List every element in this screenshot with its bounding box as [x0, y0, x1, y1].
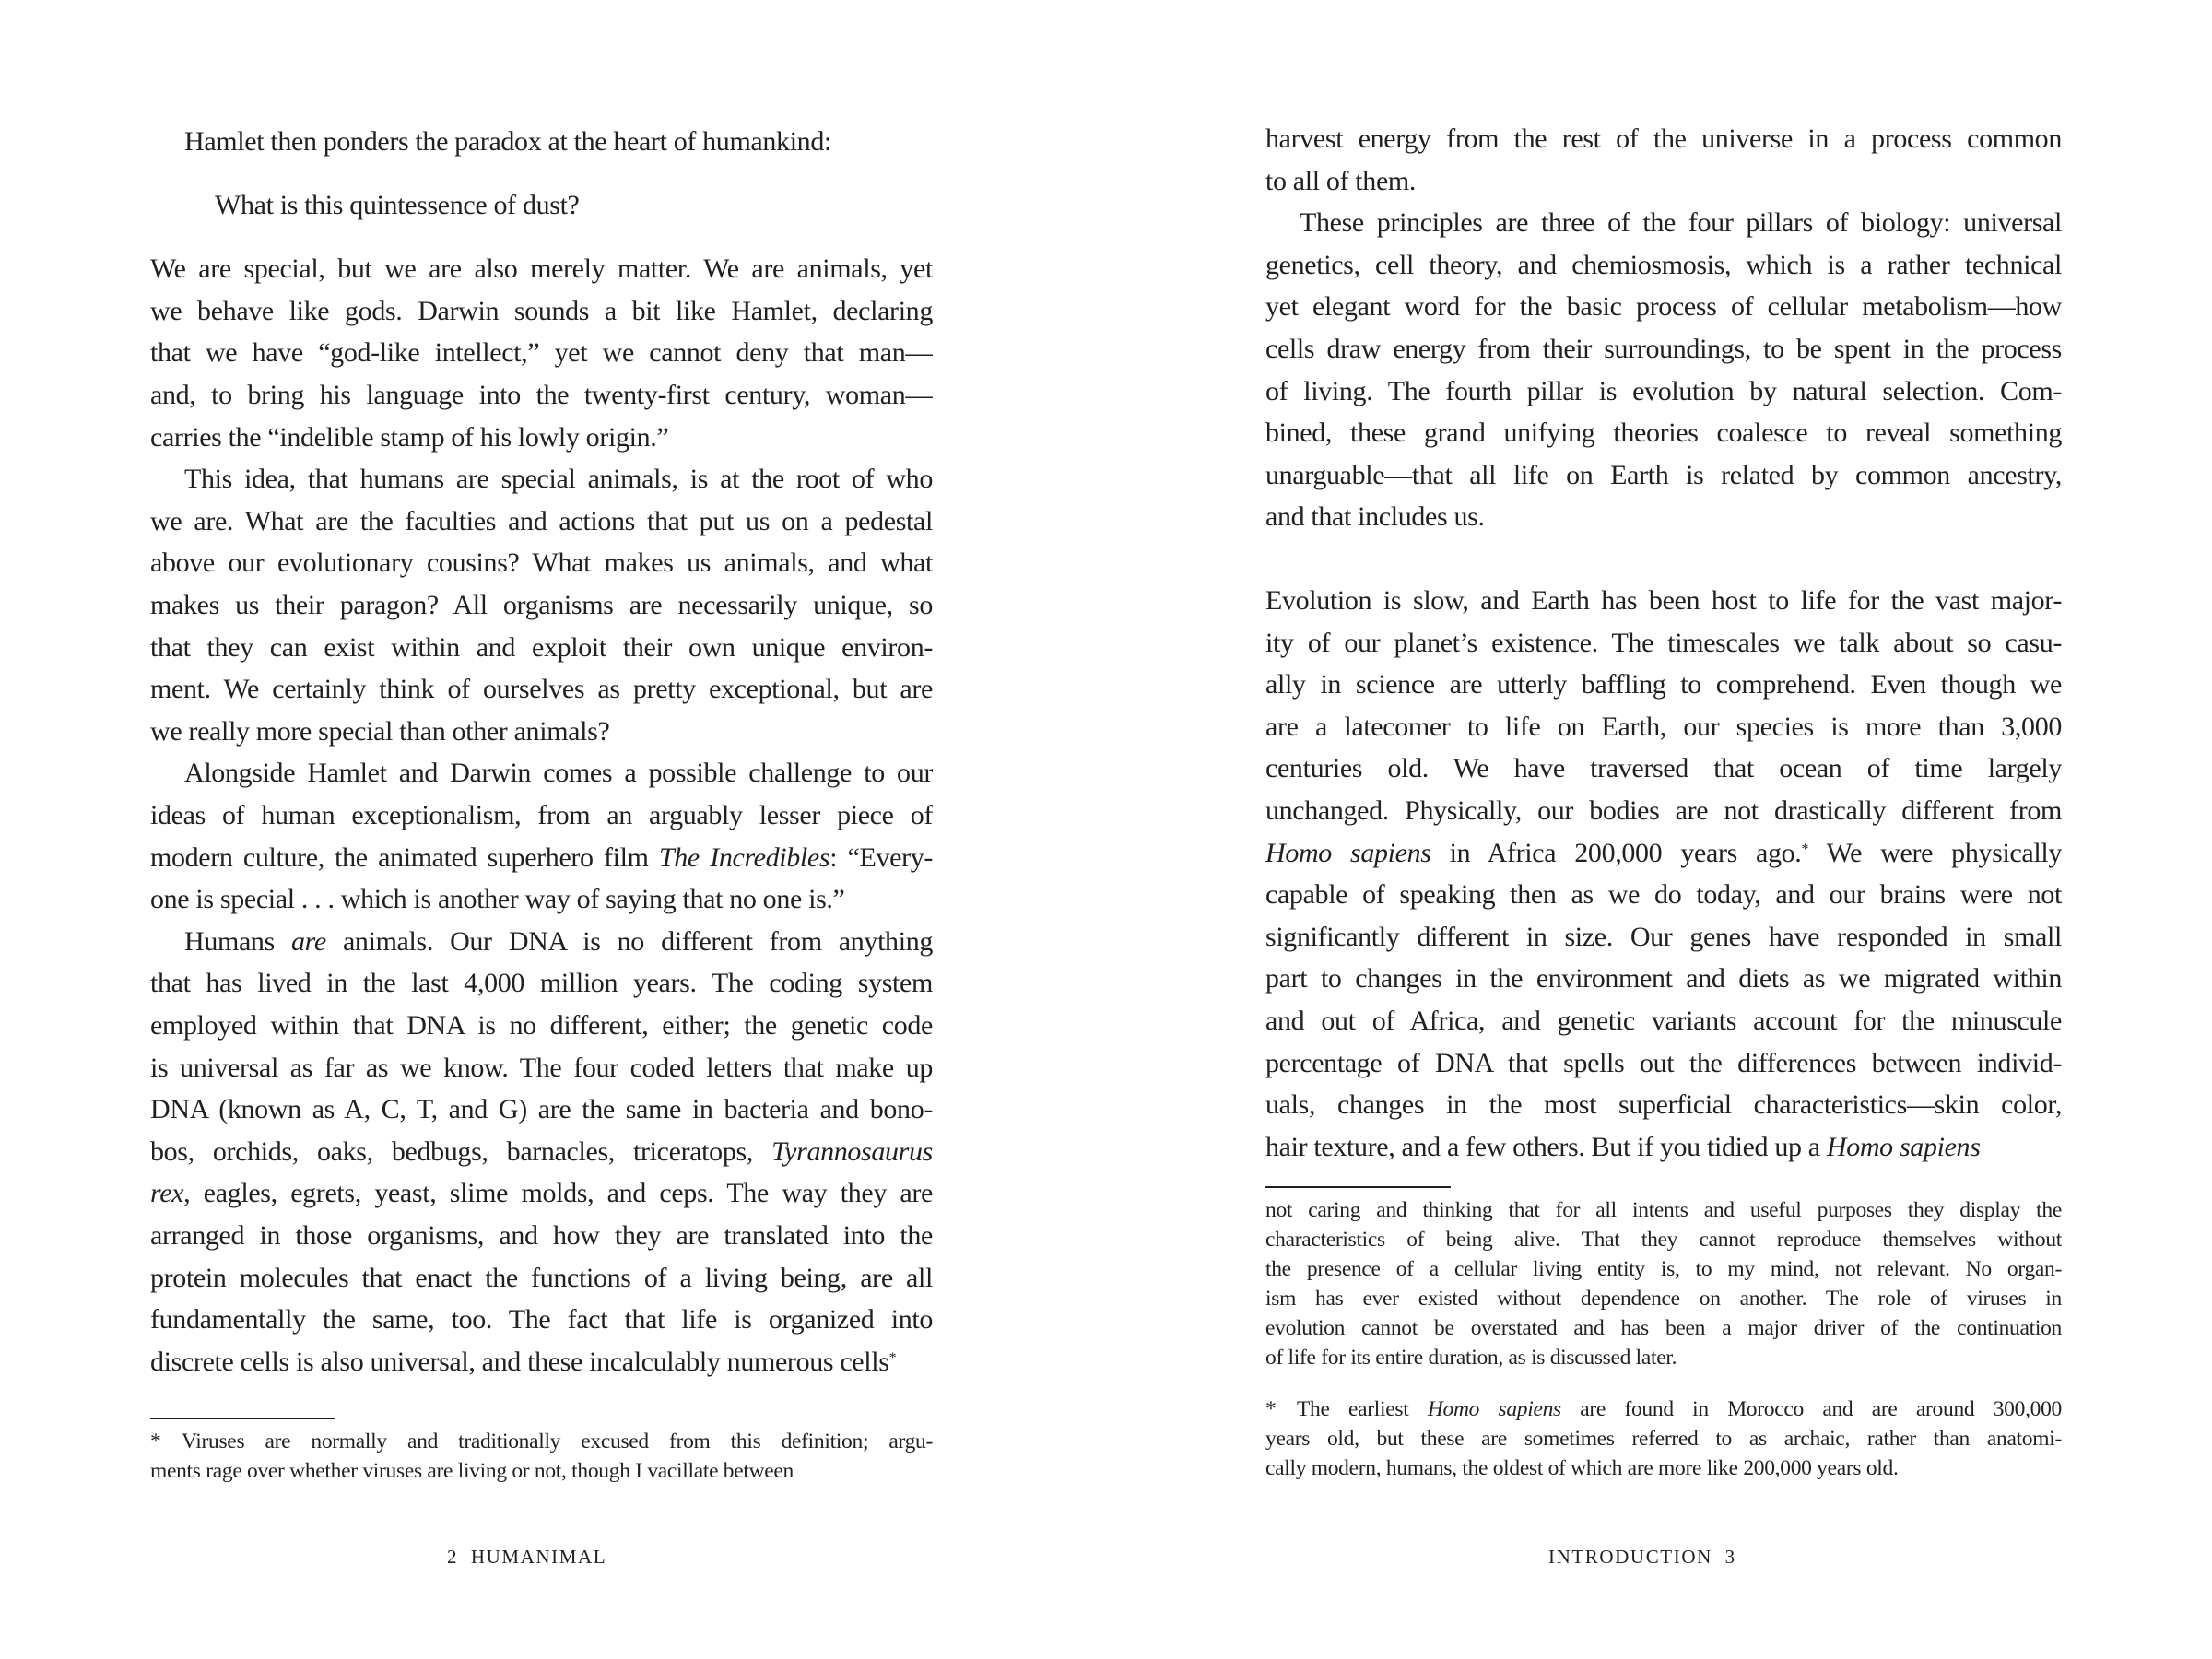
paragraph-line: fundamentally the same, too. The fact that life is organized into [150, 1306, 933, 1335]
paragraph-line: and out of Africa, and genetic variants account for the minuscule [1265, 1007, 2062, 1036]
paragraph-line: to all of them. [1265, 165, 1417, 196]
footnote-rule [150, 1418, 335, 1419]
footnote-line: of life for its entire duration, as is discussed later. [1265, 1346, 1677, 1370]
footnote-rule [1265, 1186, 1451, 1188]
paragraph-line: capable of speaking then as we do today, and our brains were not [1265, 881, 2062, 911]
paragraph-line: ideas of human exceptionalism, from an arguably lesser piece of [150, 802, 933, 830]
footnote-marker: * [1265, 1397, 1277, 1421]
paragraph-line: This idea, that humans are special animals, is at the root of who [184, 465, 933, 495]
paragraph-line: unchanged. Physically, our bodies are not drastically different from [1265, 797, 2062, 826]
paragraph-line: ally in science are utterly baffling to comprehend. Even though we [1265, 671, 2062, 700]
paragraph-line: Evolution is slow, and Earth has been host to life for the vast major- [1265, 587, 2062, 616]
running-foot-title: INTRODUCTION [1548, 1546, 1712, 1568]
footnote-marker: * [150, 1430, 161, 1453]
footnote-line: cally modern, humans, the oldest of which are more like 200,000 years old. [1265, 1456, 1899, 1480]
paragraph-line: We are special, but we are also merely matter. We are animals, yet [150, 255, 933, 285]
paragraph-line: ment. We certainly think of ourselves as pretty exceptional, but are [150, 676, 933, 705]
italic-term: Homo sapiens [1265, 839, 1431, 868]
paragraph-line: cells draw energy from their surroundings, to be spent in the process [1265, 335, 2062, 364]
italic-term: Homo sapiens [1826, 1131, 1981, 1162]
paragraph-line: is universal as far as we know. The four coded letters that make up [150, 1053, 933, 1083]
running-foot-right [1548, 1547, 1736, 1567]
footnote-line: not caring and thinking that for all intents and useful purposes they display the [1265, 1199, 2062, 1222]
paragraph-line: ity of our planet’s existence. The timescales we talk about so casu- [1265, 629, 2062, 658]
paragraph-line: harvest energy from the rest of the universe in a process common [1265, 125, 2062, 154]
paragraph-line: protein molecules that enact the functions of a living being, are all [150, 1264, 933, 1293]
footnote-reference: * [1801, 841, 1809, 857]
paragraph-line: employed within that DNA is no different, either; the genetic code [150, 1012, 933, 1041]
paragraph-line: centuries old. We have traversed that ocean of time largely [1265, 755, 2062, 784]
running-foot-left [447, 1547, 606, 1567]
paragraph-line: modern culture, the animated superhero film The Incredibles: “Every- [150, 843, 933, 873]
paragraph-line: that we have “god-like intellect,” yet we cannot deny that man— [150, 339, 933, 369]
footnote-line: The earliest Homo sapiens are found in Morocco and are around 300,000 [1297, 1398, 2062, 1421]
italic-term: The Incredibles [658, 843, 830, 873]
paragraph-line: arranged in those organisms, and how they are translated into the [150, 1222, 933, 1251]
paragraph-line: Alongside Hamlet and Darwin comes a possible challenge to our [184, 759, 933, 789]
footnote-line: evolution cannot be overstated and has been a major driver of the continuation [1265, 1317, 2062, 1340]
paragraph-line: of living. The fourth pillar is evolution by natural selection. Com- [1265, 377, 2062, 406]
paragraph-line: DNA (known as A, C, T, and G) are the same in bacteria and bono- [150, 1096, 933, 1125]
paragraph-line: hair texture, and a few others. But if you tidied up a Homo sapiens [1265, 1131, 1981, 1162]
footnote-line: ments rage over whether viruses are living or not, though I vacillate between [150, 1458, 794, 1483]
right-page [1106, 0, 2212, 1659]
paragraph-line: significantly different in size. Our genes have responded in small [1265, 923, 2062, 952]
page-number: 3 [1724, 1546, 1736, 1568]
paragraph-line: rex, eagles, egrets, yeast, slime molds, and ceps. The way they are [150, 1180, 933, 1209]
paragraph-line: one is special . . . which is another way of saying that no one is.” [150, 884, 845, 915]
paragraph-line: genetics, cell theory, and chemiosmosis, which is a rather technical [1265, 251, 2062, 280]
paragraph-line: and, to bring his language into the twenty-first century, woman— [150, 382, 933, 410]
paragraph-line: that they can exist within and exploit their own unique environ- [150, 633, 933, 663]
footnote-reference: * [888, 1350, 897, 1366]
italic-term: Homo sapiens [1427, 1398, 1561, 1421]
paragraph-line: that has lived in the last 4,000 million years. The coding system [150, 970, 933, 999]
paragraph-line: we behave like gods. Darwin sounds a bit like Hamlet, declaring [150, 297, 933, 326]
running-foot-title: HUMANIMAL [470, 1546, 607, 1568]
paragraph-line: we really more special than other animals? [150, 715, 610, 747]
block-quote-line: What is this quintessence of dust? [215, 189, 580, 220]
paragraph-line: Hamlet then ponders the paradox at the heart of humankind: [184, 126, 831, 157]
paragraph-line: makes us their paragon? All organisms are necessarily unique, so [150, 592, 933, 620]
paragraph-line: are a latecomer to life on Earth, our species is more than 3,000 [1265, 712, 2062, 742]
paragraph-line: These principles are three of the four pillars of biology: universal [1300, 209, 2062, 239]
paragraph-line: Homo sapiens in Africa 200,000 years ago.* We were physically [1265, 839, 2062, 868]
paragraph-line: part to changes in the environment and diets as we migrated within [1265, 965, 2062, 994]
paragraph-line: percentage of DNA that spells out the differences between individ- [1265, 1049, 2062, 1078]
italic-term: rex [150, 1180, 184, 1209]
paragraph-line: and that includes us. [1265, 501, 1485, 533]
paragraph-line: bined, these grand unifying theories coalesce to reveal something [1265, 419, 2062, 449]
paragraph-line: above our evolutionary cousins? What makes us animals, and what [150, 549, 933, 579]
paragraph-line: bos, orchids, oaks, bedbugs, barnacles, triceratops, Tyrannosaurus [150, 1137, 933, 1167]
footnote-line: Viruses are normally and traditionally excused from this definition; argu- [182, 1430, 933, 1453]
paragraph-line: discrete cells is also universal, and these incalculably numerous cells* [150, 1346, 897, 1377]
paragraph-line: we are. What are the faculties and actions that put us on a pedestal [150, 507, 933, 536]
paragraph-line: yet elegant word for the basic process of cellular metabolism—how [1265, 293, 2062, 323]
italic-term: are [291, 927, 326, 957]
footnote-line: characteristics of being alive. That they cannot reproduce themselves without [1265, 1229, 2062, 1252]
paragraph-line: carries the “indelible stamp of his lowly origin.” [150, 421, 669, 453]
paragraph-line: uals, changes in the most superficial characteristics—skin color, [1265, 1091, 2062, 1121]
paragraph-line: unarguable—that all life on Earth is related by common ancestry, [1265, 461, 2062, 490]
footnote-line: years old, but these are sometimes referred to as archaic, rather than anatomi- [1265, 1428, 2062, 1451]
page-number: 2 [447, 1546, 459, 1568]
italic-term: Tyrannosaurus [771, 1137, 933, 1167]
paragraph-line: Humans are animals. Our DNA is no different from anything [184, 927, 933, 957]
footnote-line: the presence of a cellular living entity is, to my mind, not relevant. No organ- [1265, 1258, 2062, 1281]
footnote-line: ism has ever existed without dependence on another. The role of viruses in [1265, 1288, 2062, 1311]
